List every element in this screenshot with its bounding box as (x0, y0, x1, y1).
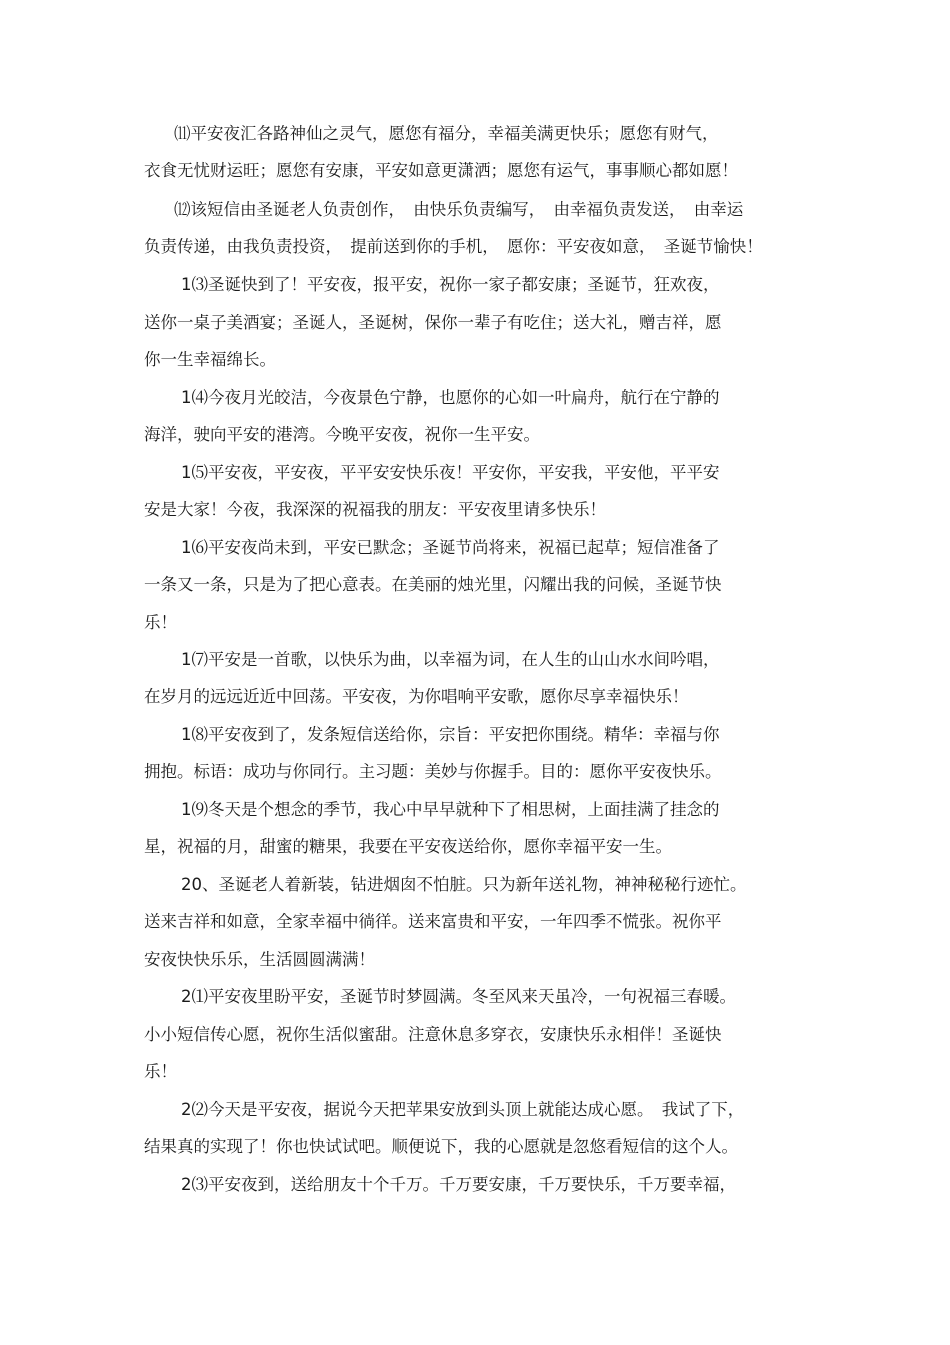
text-line: 小小短信传心愿，祝你生活似蜜甜。注意休息多穿衣，安康快乐永相伴！圣诞快 (144, 1025, 722, 1044)
text-line: 2⑶平安夜到，送给朋友十个千万。千万要安康，千万要快乐，千万要幸福， (181, 1175, 736, 1194)
text-line: ⑿该短信由圣诞老人负责创作， 由快乐负责编写， 由幸福负责发送， 由幸运 (174, 200, 744, 219)
text-line: 你一生幸福绵长。 (144, 350, 276, 369)
text-line: 一条又一条，只是为了把心意表。在美丽的烛光里，闪耀出我的问候，圣诞节快 (144, 575, 722, 594)
text-line: 星，祝福的月，甜蜜的糖果，我要在平安夜送给你，愿你幸福平安一生。 (144, 837, 672, 856)
text-line: ⑾平安夜汇各路神仙之灵气，愿您有福分，幸福美满更快乐；愿您有财气， (174, 124, 719, 143)
text-line: 送来吉祥和如意，全家幸福中徜徉。送来富贵和平安，一年四季不慌张。祝你平 (144, 912, 722, 931)
text-line: 1⑼冬天是个想念的季节，我心中早早就种下了相思树，上面挂满了挂念的 (181, 800, 720, 819)
text-line: 1⑺平安是一首歌，以快乐为曲，以幸福为词，在人生的山山水水间吟唱， (181, 650, 720, 669)
text-line: 1⑻平安夜到了，发条短信送给你，宗旨：平安把你围绕。精华：幸福与你 (181, 725, 720, 744)
text-line: 2⑴平安夜里盼平安，圣诞节时梦圆满。冬至风来天虽冷，一句祝福三春暖。 (181, 987, 736, 1006)
text-line: 在岁月的远远近近中回荡。平安夜，为你唱响平安歌，愿你尽享幸福快乐！ (144, 687, 689, 706)
text-line: 20、圣诞老人着新装，钻进烟囱不怕脏。只为新年送礼物，神神秘秘行迹忙。 (181, 875, 747, 894)
text-line: 安夜快快乐乐，生活圆圆满满！ (144, 950, 375, 969)
text-line: 结果真的实现了！你也快试试吧。顺便说下，我的心愿就是忽悠看短信的这个人。 (144, 1137, 738, 1156)
text-line: 2⑵今天是平安夜，据说今天把苹果安放到头顶上就能达成心愿。 我试了下， (181, 1100, 745, 1119)
text-line: 1⑶圣诞快到了！平安夜，报平安，祝你一家子都安康；圣诞节，狂欢夜， (181, 275, 720, 294)
text-line: 1⑹平安夜尚未到，平安已默念；圣诞节尚将来，祝福已起草；短信准备了 (181, 538, 720, 557)
text-line: 1⑸平安夜，平安夜，平平安安快乐夜！平安你，平安我，平安他，平平安 (181, 463, 720, 482)
text-line: 负责传递，由我负责投资， 提前送到你的手机， 愿你：平安夜如意， 圣诞节愉快！ (144, 237, 763, 256)
text-line: 1⑷今夜月光皎洁，今夜景色宁静，也愿你的心如一叶扁舟，航行在宁静的 (181, 388, 720, 407)
text-line: 乐！ (144, 613, 177, 632)
text-line: 海洋，驶向平安的港湾。今晚平安夜，祝你一生平安。 (144, 425, 540, 444)
text-line: 乐！ (144, 1062, 177, 1081)
text-line: 安是大家！今夜，我深深的祝福我的朋友：平安夜里请多快乐！ (144, 500, 606, 519)
text-line: 送你一桌子美酒宴；圣诞人，圣诞树，保你一辈子有吃住；送大礼，赠吉祥，愿 (144, 313, 722, 332)
text-line: 衣食无忧财运旺；愿您有安康，平安如意更潇洒；愿您有运气，事事顺心都如愿！ (144, 161, 738, 180)
text-line: 拥抱。标语：成功与你同行。主习题：美妙与你握手。目的：愿你平安夜快乐。 (144, 762, 722, 781)
